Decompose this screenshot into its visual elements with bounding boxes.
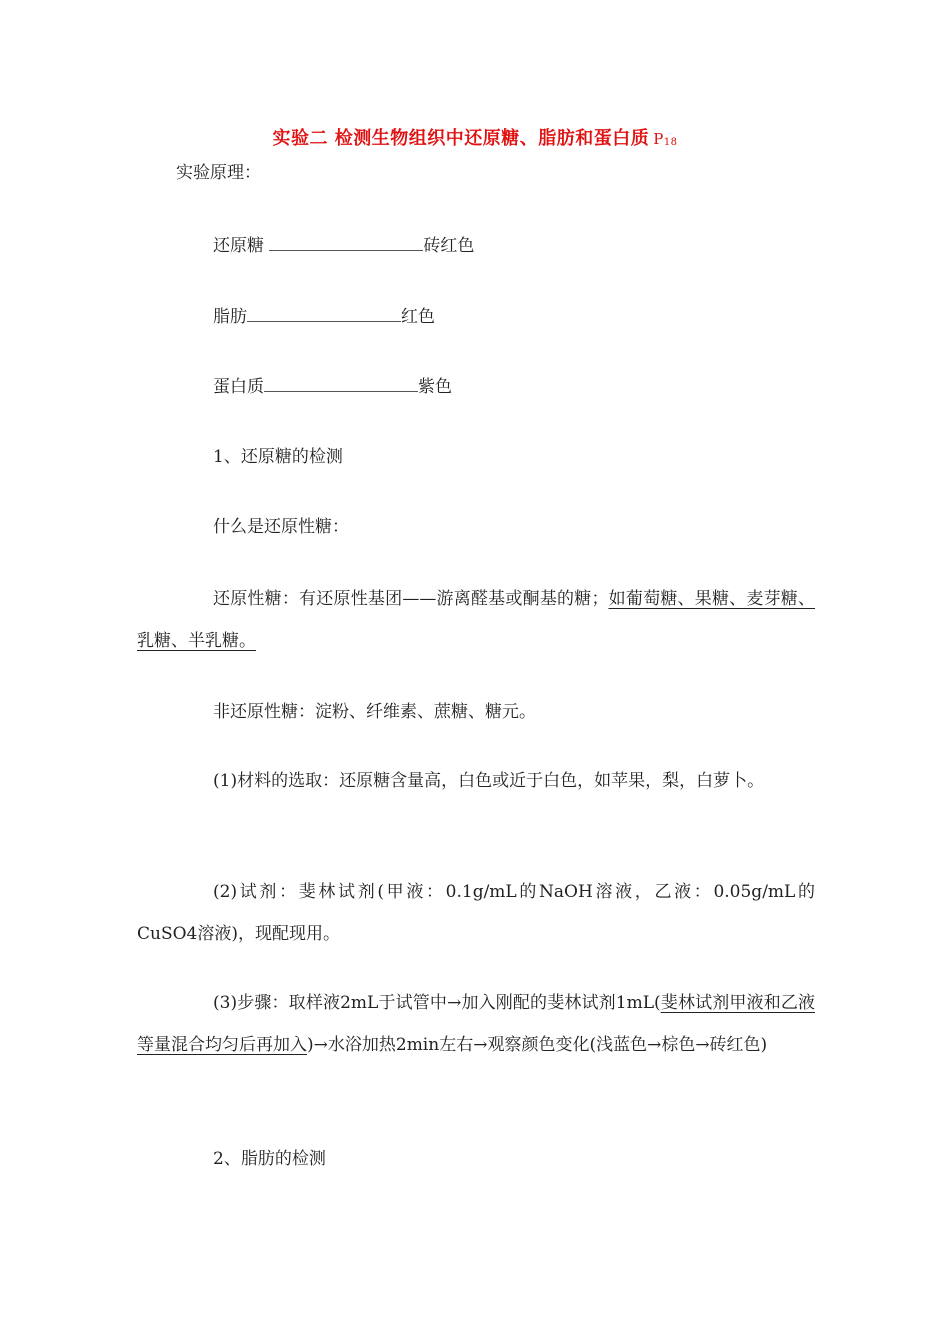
reagent-description: (2)试剂：斐林试剂(甲液：0.1g/mL的NaOH溶液，乙液：0.05g/mL的CuSO4溶液)，现配现用。 (137, 882, 815, 944)
test-label: 还原糖 (213, 236, 270, 256)
fill-blank (247, 304, 401, 322)
section-heading-fat: 2、脂肪的检测 (213, 1149, 326, 1169)
test-label: 脂肪 (213, 307, 247, 327)
test-row-reducing-sugar (213, 233, 474, 257)
principle-heading: 实验原理： (176, 163, 261, 183)
section-heading-reducing-sugar: 1、还原糖的检测 (213, 447, 343, 467)
title-text: 实验二 检测生物组织中还原糖、脂肪和蛋白质 (272, 128, 650, 149)
test-row-fat (213, 304, 435, 328)
test-color: 砖红色 (423, 236, 475, 256)
fill-blank (269, 233, 423, 251)
reducing-sugar-definition: 还原性糖：有还原性基团——游离醛基或酮基的糖；如葡萄糖、果糖、麦芽糖、乳糖、半乳糖。 (137, 589, 816, 651)
reducing-sugar-examples: 如葡萄糖、果糖、麦芽糖、乳糖、半乳糖。 (137, 589, 816, 651)
material-selection: (1)材料的选取：还原糖含量高，白色或近于白色，如苹果，梨，白萝卜。 (213, 771, 765, 791)
non-reducing-sugar-definition: 非还原性糖：淀粉、纤维素、蔗糖、糖元。 (213, 702, 536, 722)
procedure-note: 斐林试剂甲液和乙液等量混合均匀后再加入 (137, 993, 815, 1055)
page-reference: $P_{18}$ (653, 130, 678, 148)
test-color: 红色 (401, 307, 435, 327)
fill-blank (264, 374, 418, 392)
test-label: 蛋白质 (213, 377, 264, 397)
question-text: 什么是还原性糖： (213, 517, 349, 537)
page-title (0, 124, 950, 150)
test-row-protein (213, 374, 452, 398)
test-color: 紫色 (418, 377, 452, 397)
procedure-steps: (3)步骤：取样液2mL于试管中→加入刚配的斐林试剂1mL(斐林试剂甲液和乙液等量混合均匀后再加入)→水浴加热2min左右→观察颜色变化(浅蓝色→棕色→砖红色) (137, 993, 815, 1055)
